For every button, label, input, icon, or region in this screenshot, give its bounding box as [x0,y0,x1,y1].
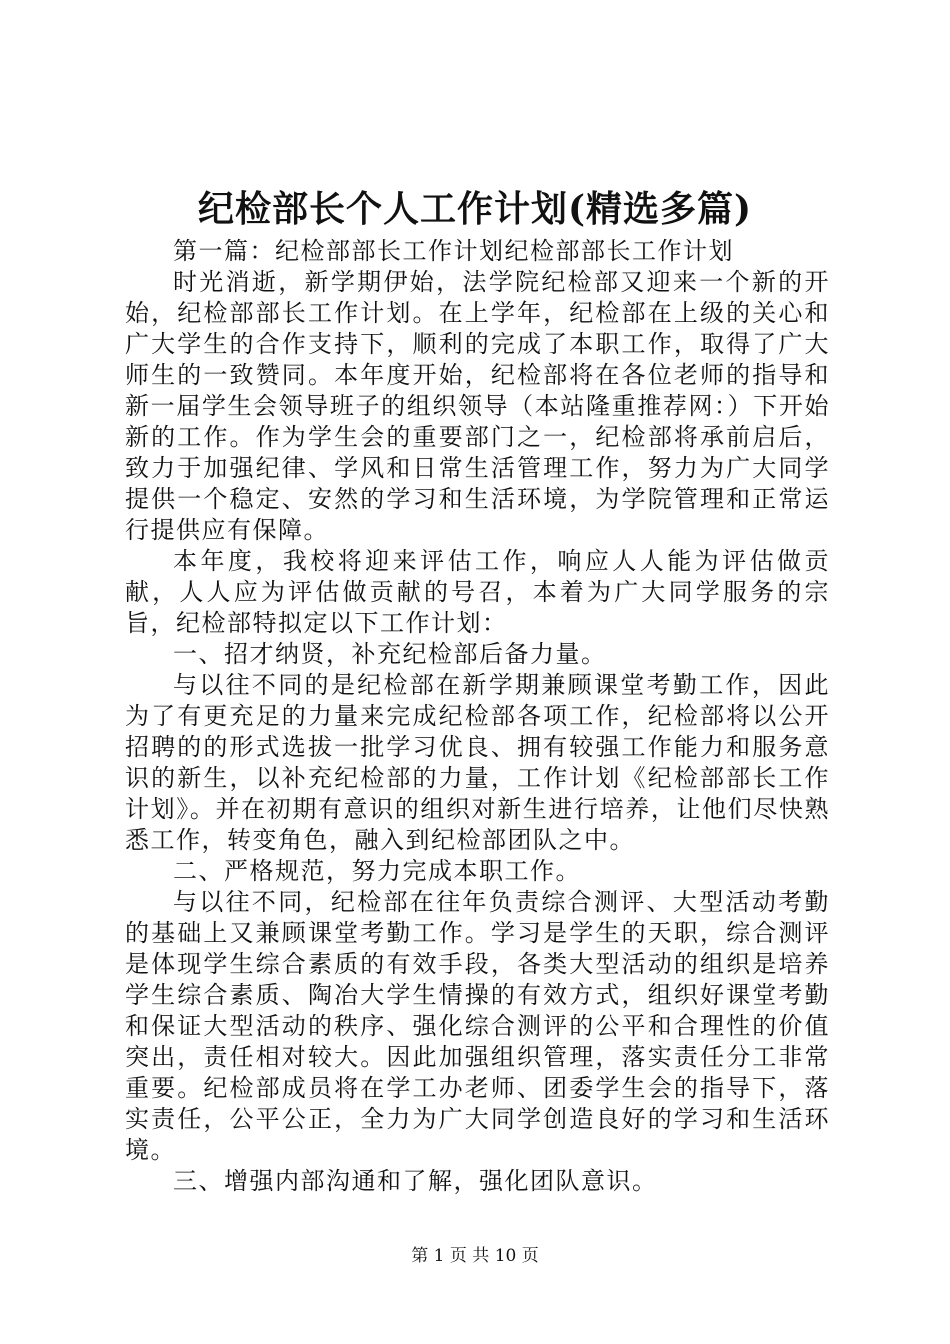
paragraph-chapter-heading: 第一篇：纪检部部长工作计划纪检部部长工作计划 [173,237,734,265]
section-heading-3: 三、增强内部沟通和了解，强化团队意识。 [173,1167,658,1195]
section-heading-1: 一、招才纳贤，补充纪检部后备力量。 [173,640,607,668]
section-heading-2: 二、严格规范，努力完成本职工作。 [173,857,581,885]
paragraph-section-2: 与以往不同，纪检部在往年负责综合测评、大型活动考勤的基础上又兼顾课堂考勤工作。学习是学生的天职，综合测评是体现学生综合素质的有效手段，各类大型活动的组织是培养学生综合素质、陶冶大学生情操的有效方式，组织好课堂考勤和保证大型活动的秩序、强化综合测评的公平和合理性的价值突出，责任相对较大。因此加强组织管理，落实责任分工非常重要。纪检部成员将在学工办老师、团委学生会的指导下，落实责任，公平公正，全力为广大同学创造良好的学习和生活环境。 [125,888,830,1164]
document-title: 纪检部长个人工作计划(精选多篇) [197,188,753,230]
paragraph-plan-preface: 本年度，我校将迎来评估工作，响应人人能为评估做贡献，人人应为评估做贡献的号召，本着为广大同学服务的宗旨，纪检部特拟定以下工作计划： [125,547,830,637]
paragraph-section-1: 与以往不同的是纪检部在新学期兼顾课堂考勤工作，因此为了有更充足的力量来完成纪检部各项工作，纪检部将以公开招聘的的形式选拔一批学习优良、拥有较强工作能力和服务意识的新生，以补充纪检部的力量，工作计划《纪检部部长工作计划》。并在初期有意识的组织对新生进行培养，让他们尽快熟悉工作，转变角色，融入到纪检部团队之中。 [125,671,830,854]
page-footer: 第 1 页 共 10 页 [411,1246,539,1266]
document-body [125,236,830,1197]
paragraph-intro: 时光消逝，新学期伊始，法学院纪检部又迎来一个新的开始，纪检部部长工作计划。在上学年，纪检部在上级的关心和广大学生的合作支持下，顺利的完成了本职工作，取得了广大师生的一致赞同。本年度开始，纪检部将在各位老师的指导和新一届学生会领导班子的组织领导（本站隆重推荐网：）下开始新的工作。作为学生会的重要部门之一，纪检部将承前启后，致力于加强纪律、学风和日常生活管理工作，努力为广大同学提供一个稳定、安然的学习和生活环境，为学院管理和正常运行提供应有保障。 [125,268,830,544]
